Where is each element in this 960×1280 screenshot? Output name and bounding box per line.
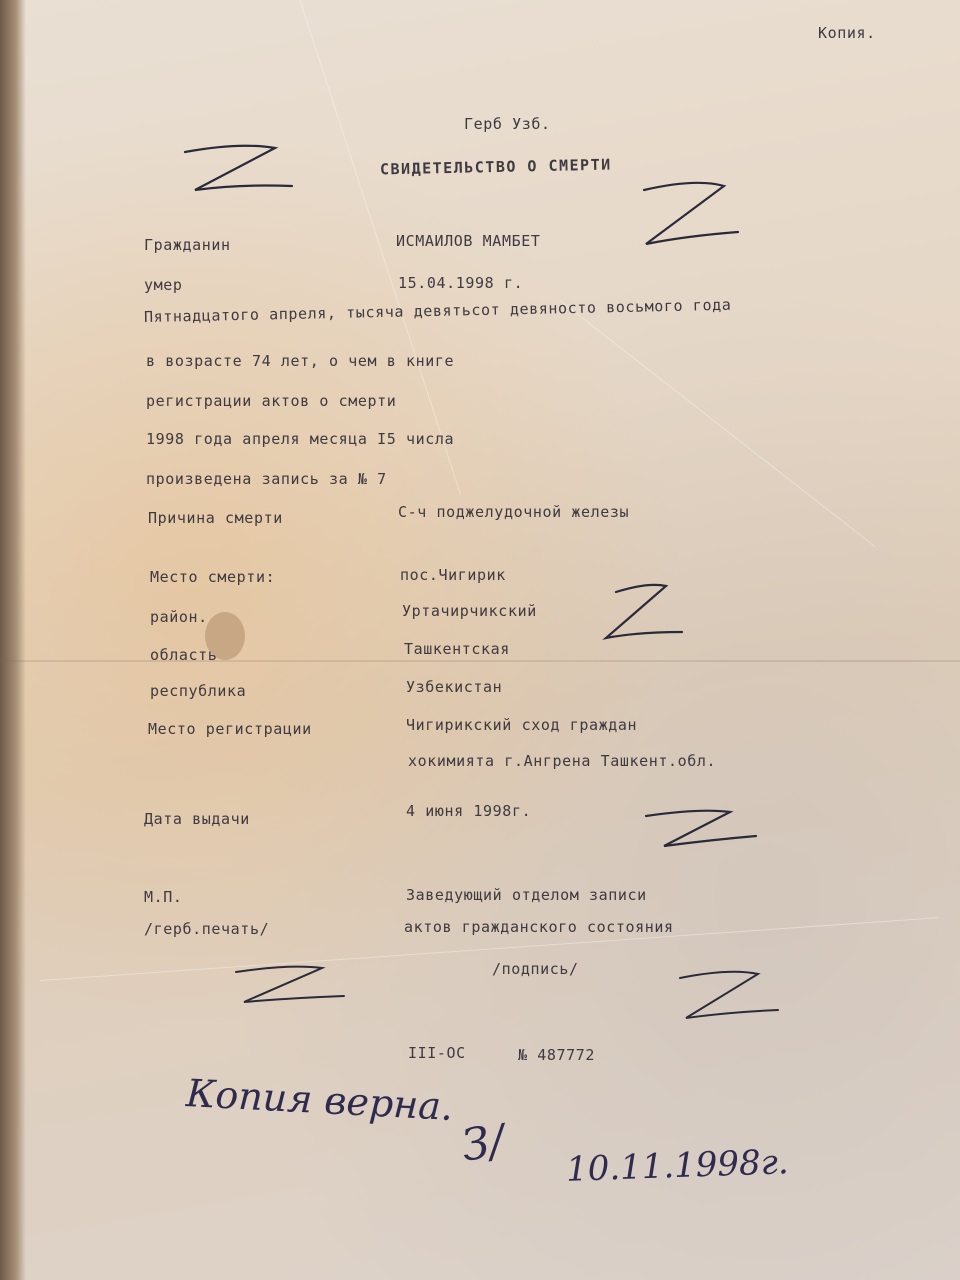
republic-label: республика xyxy=(150,682,247,700)
issue-date-value: 4 июня 1998г. xyxy=(406,802,532,820)
paper-edge xyxy=(0,0,26,1280)
entry-line: произведена запись за № 7 xyxy=(146,470,387,488)
republic-value: Узбекистан xyxy=(406,678,503,696)
died-label: умер xyxy=(144,276,183,294)
handwritten-date: 10.11.1998г. xyxy=(565,1142,790,1190)
date-words: Пятнадцатого апреля, тысяча девятьсот девяносто восьмого года xyxy=(143,295,732,326)
age-line: в возрасте 74 лет, о чем в книге xyxy=(146,352,455,370)
registration-label: Место регистрации xyxy=(148,720,312,738)
registration-value-2: хокимията г.Ангрена Ташкент.обл. xyxy=(408,752,717,770)
document-title: СВИДЕТЕЛЬСТВО О СМЕРТИ xyxy=(379,155,612,179)
region-label: область xyxy=(150,646,218,664)
pencil-mark xyxy=(636,176,746,256)
region-value: Ташкентская xyxy=(404,640,510,658)
emblem-label: Герб Узб. xyxy=(464,115,551,133)
pencil-mark xyxy=(640,806,760,856)
registration-value-1: Чигирикский сход граждан xyxy=(406,716,638,734)
year-line: 1998 года апреля месяца I5 числа xyxy=(146,430,455,448)
registry-line: регистрации актов о смерти xyxy=(146,392,397,410)
district-value: Уртачирчикский xyxy=(402,602,537,620)
issue-date-label: Дата выдачи xyxy=(144,810,250,828)
handwritten-certification: Копия верна. xyxy=(185,1071,455,1129)
citizen-label: Гражданин xyxy=(144,236,231,254)
copy-mark: Копия. xyxy=(818,24,876,42)
district-label: район. xyxy=(150,608,208,626)
place-value: пос.Чигирик xyxy=(400,566,506,584)
pencil-mark xyxy=(674,966,784,1026)
cause-value: С-ч поджелудочной железы xyxy=(398,503,630,521)
seal-label: /герб.печать/ xyxy=(144,920,270,938)
series-number: № 487772 xyxy=(518,1046,596,1064)
handwritten-initials: З/ xyxy=(458,1115,508,1172)
pencil-mark xyxy=(230,960,350,1010)
cause-label: Причина смерти xyxy=(148,509,283,527)
sign-placeholder: /подпись/ xyxy=(492,960,579,978)
series-label: III-ОС xyxy=(408,1044,466,1062)
mp-label: М.П. xyxy=(144,888,183,906)
fold-line xyxy=(0,660,960,662)
citizen-value: ИСМАИЛОВ МАМБЕТ xyxy=(396,232,541,250)
head-line-2: актов гражданского состояния xyxy=(404,918,674,936)
place-label: Место смерти: xyxy=(150,568,276,586)
died-value: 15.04.1998 г. xyxy=(398,274,524,292)
head-line-1: Заведующий отделом записи xyxy=(406,886,647,904)
pencil-mark xyxy=(598,578,688,648)
pencil-mark xyxy=(180,140,300,200)
